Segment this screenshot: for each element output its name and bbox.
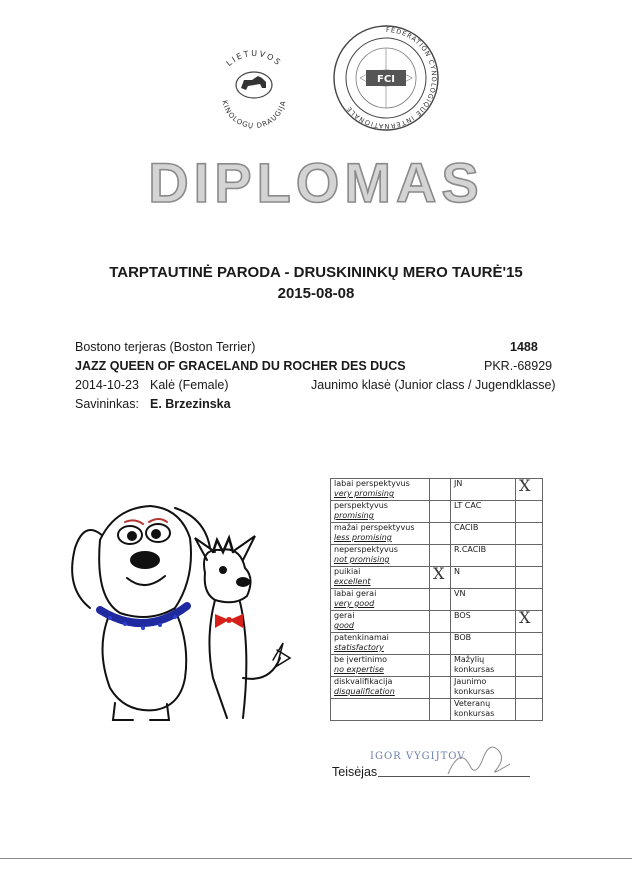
grade-row <box>331 479 543 501</box>
grade-row <box>331 589 543 611</box>
grade-label-cell <box>331 655 430 677</box>
grade-en: very good <box>334 599 375 608</box>
lkd-bottom-text: KINOLOGŲ DRAUGIJA <box>220 99 288 131</box>
award-mark-cell <box>516 677 543 699</box>
fci-ring-text: FEDERATION CYNOLOGIQUE INTERNATIONALE <box>344 25 439 131</box>
award-mark-cell <box>516 699 543 721</box>
show-date: 2015-08-08 <box>277 285 355 302</box>
award-mark-cell <box>516 501 543 523</box>
grade-mark-cell <box>430 655 451 677</box>
birth-date: 2014-10-23 <box>75 378 139 392</box>
grade-row <box>331 501 543 523</box>
diploma-title: DIPLOMAS <box>148 151 484 214</box>
judge-stamp: IGOR VYGIJTOV <box>370 751 466 762</box>
grade-label-cell <box>331 479 430 501</box>
grade-row <box>331 523 543 545</box>
award-label-cell: LT CAC <box>451 501 516 523</box>
award-label-cell: N <box>451 567 516 589</box>
grade-label-cell <box>331 677 430 699</box>
owner-label: Savininkas: <box>75 397 139 411</box>
grade-mark-cell <box>430 564 451 589</box>
dog-name: JAZZ QUEEN OF GRACELAND DU ROCHER DES DUCS <box>75 359 406 373</box>
svg-text:KINOLOGŲ DRAUGIJA <box>220 99 287 130</box>
grade-row <box>331 699 543 721</box>
grade-mark-cell <box>430 523 451 545</box>
grade-lt: puikiai <box>334 567 361 576</box>
check-mark: X <box>519 476 531 495</box>
award-label-cell: Jaunimo konkursas <box>451 677 516 699</box>
lkd-top-text: LIETUVOS <box>224 48 284 69</box>
award-label-cell: CACIB <box>451 523 516 545</box>
grade-mark-cell <box>430 699 451 721</box>
grade-label-cell <box>331 523 430 545</box>
grade-lt: diskvalifikacija <box>334 677 393 686</box>
sex: Kalė (Female) <box>150 378 229 392</box>
grade-mark-cell <box>430 501 451 523</box>
grade-mark-cell <box>430 479 451 501</box>
grade-label-cell <box>331 545 430 567</box>
grade-en: not promising <box>334 555 390 564</box>
catalog-number: 1488 <box>510 340 538 354</box>
award-mark-cell <box>516 655 543 677</box>
grade-mark-cell <box>430 677 451 699</box>
grade-mark-cell <box>430 589 451 611</box>
owner-name: E. Brzezinska <box>150 397 231 411</box>
award-label-cell: Veteranų konkursas <box>451 699 516 721</box>
grade-label-cell <box>331 589 430 611</box>
grade-en: very promising <box>334 489 395 498</box>
grade-label-cell <box>331 567 430 589</box>
grade-lt: perspektyvus <box>334 501 388 510</box>
grade-mark-cell <box>430 633 451 655</box>
grade-lt: neperspektyvus <box>334 545 398 554</box>
cartoon-dogs-illustration <box>55 478 300 726</box>
fci-logo <box>330 22 442 134</box>
grade-en: less promising <box>334 533 392 542</box>
judge-label: Teisėjas <box>332 765 378 779</box>
grade-lt: labai gerai <box>334 589 377 598</box>
grade-label-cell <box>331 633 430 655</box>
grade-row <box>331 633 543 655</box>
grade-lt: patenkinamai <box>334 633 389 642</box>
award-mark-cell <box>516 567 543 589</box>
grade-row <box>331 655 543 677</box>
judge-signature <box>440 736 520 782</box>
award-label-cell: BOB <box>451 633 516 655</box>
grade-row <box>331 567 543 589</box>
breed: Bostono terjeras (Boston Terrier) <box>75 340 256 354</box>
grade-mark-cell <box>430 611 451 633</box>
award-label-cell: R.CACIB <box>451 545 516 567</box>
award-label-cell: BOS <box>451 611 516 633</box>
grade-label-cell <box>331 501 430 523</box>
award-label-cell: VN <box>451 589 516 611</box>
award-mark-cell <box>516 545 543 567</box>
svg-text:LIETUVOS <box>225 49 284 68</box>
show-title: TARPTAUTINĖ PARODA - DRUSKININKŲ MERO TAURĖ'15 <box>109 264 523 281</box>
lkd-logo <box>208 40 300 132</box>
registration-number: PKR.-68929 <box>484 359 553 373</box>
grade-lt: be įvertinimo <box>334 655 388 664</box>
grade-en: no expertise <box>334 665 384 674</box>
grade-label-cell <box>331 699 430 721</box>
grade-en: statisfactory <box>334 643 384 652</box>
check-mark: X <box>519 608 531 627</box>
check-mark: X <box>433 564 445 583</box>
grade-row <box>331 677 543 699</box>
bottom-rule <box>0 858 632 859</box>
award-label-cell: Mažylių konkursas <box>451 655 516 677</box>
award-mark-cell <box>516 476 543 501</box>
grade-label-cell <box>331 611 430 633</box>
award-mark-cell <box>516 523 543 545</box>
class: Jaunimo klasė (Junior class / Jugendklasse) <box>311 378 556 392</box>
grade-lt: mažai perspektyvus <box>334 523 415 532</box>
grade-en: disqualification <box>334 687 395 696</box>
award-label-cell: JN <box>451 479 516 501</box>
award-mark-cell <box>516 633 543 655</box>
grades-table <box>330 478 543 721</box>
award-mark-cell <box>516 608 543 633</box>
fci-center-text: FCI <box>377 74 395 85</box>
grade-en: promising <box>334 511 374 520</box>
grade-lt: labai perspektyvus <box>334 479 410 488</box>
grade-row <box>331 611 543 633</box>
grade-lt: gerai <box>334 611 355 620</box>
grade-en: excellent <box>334 577 371 586</box>
grade-en: good <box>334 621 354 630</box>
